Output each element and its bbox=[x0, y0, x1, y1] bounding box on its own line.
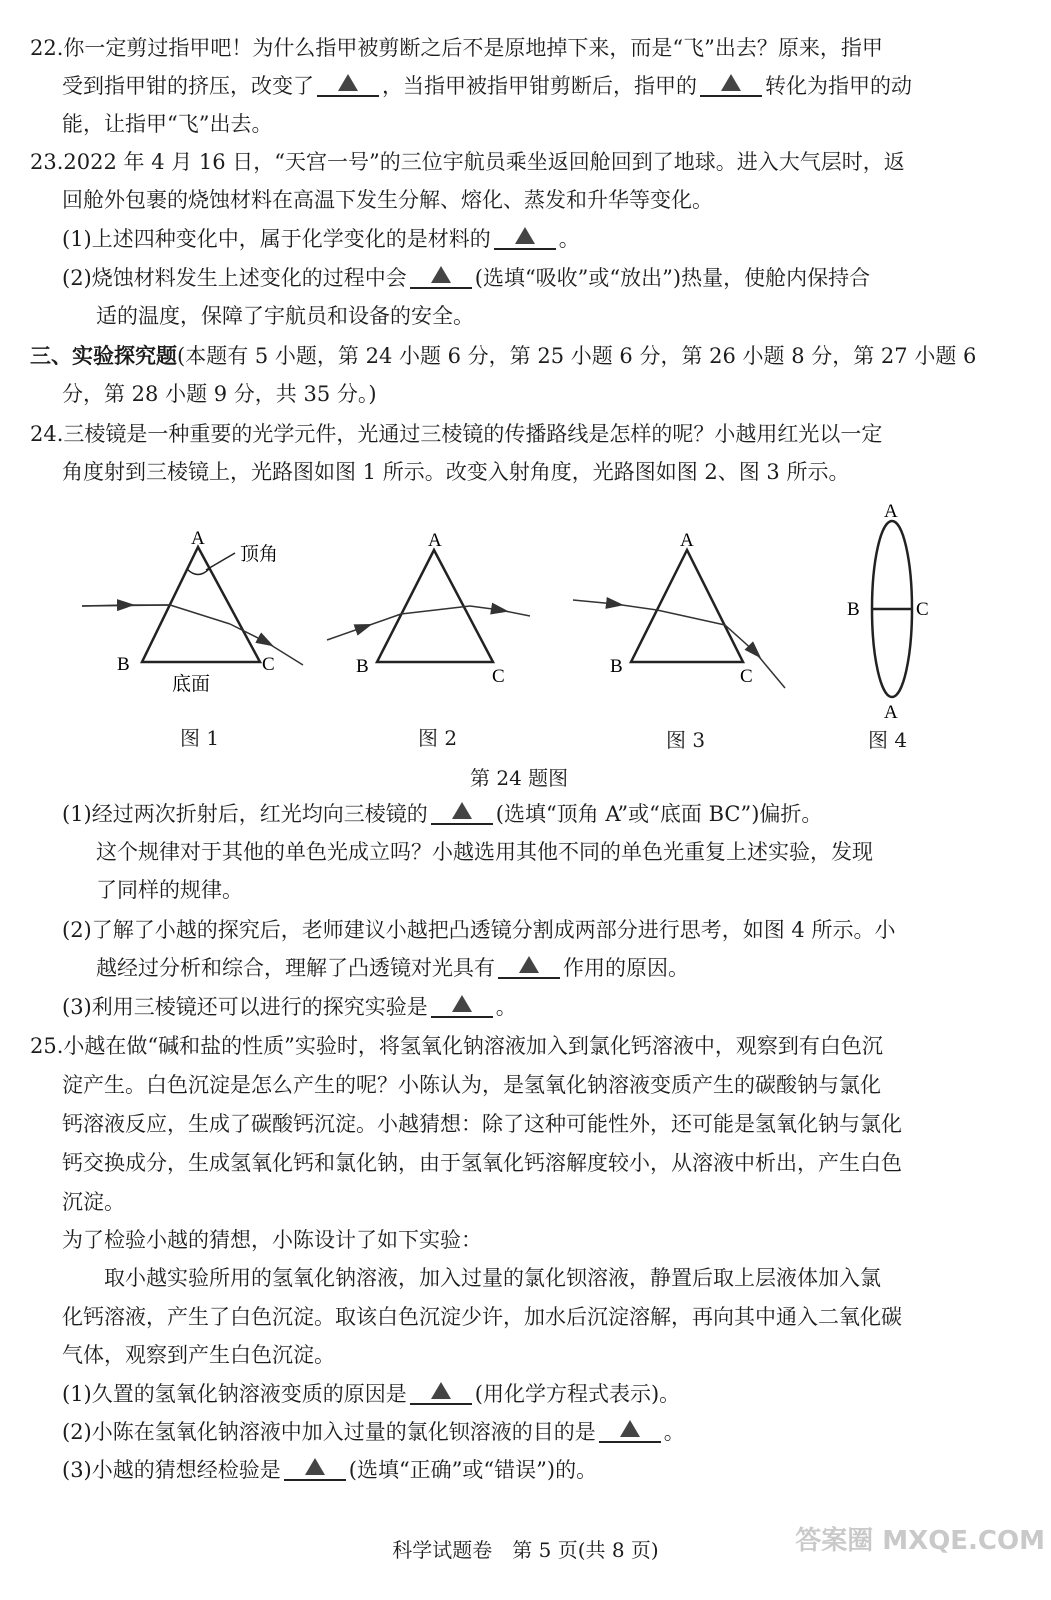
triangle-icon bbox=[452, 802, 472, 819]
fig2-caption: 图 2 bbox=[418, 726, 458, 750]
triangle-icon bbox=[452, 995, 472, 1012]
answer-blank[interactable] bbox=[431, 994, 493, 1018]
q25-sub1 bbox=[62, 1380, 680, 1408]
watermark-logo bbox=[795, 1520, 1045, 1557]
q25-text: (选填“正确”或“错误”)的。 bbox=[348, 1458, 598, 1482]
q25-line4: 钙交换成分，生成氢氧化钙和氯化钠，由于氢氧化钙溶解度较小，从溶液中析出，产生白色 bbox=[62, 1151, 902, 1175]
label-B: B bbox=[117, 654, 130, 675]
q24-sub1-cont: 这个规律对于其他的单色光成立吗？小越选用其他不同的单色光重复上述实验，发现 bbox=[96, 840, 873, 864]
label-A-bottom: A bbox=[884, 702, 898, 723]
label-C: C bbox=[262, 654, 275, 675]
label-C: C bbox=[916, 599, 929, 620]
answer-blank[interactable] bbox=[498, 955, 560, 979]
triangle-icon bbox=[305, 1458, 325, 1475]
label-apex: 顶角 bbox=[240, 543, 279, 565]
q24-text: 越经过分析和综合，理解了凸透镜对光具有 bbox=[96, 956, 495, 980]
q25-line6: 为了检验小越的猜想，小陈设计了如下实验： bbox=[62, 1228, 482, 1252]
label-base: 底面 bbox=[172, 673, 211, 695]
q23-line2: 回舱外包裹的烧蚀材料在高温下发生分解、熔化、蒸发和升华等变化。 bbox=[62, 188, 713, 212]
label-A: A bbox=[191, 528, 205, 549]
fig4-caption: 图 4 bbox=[868, 728, 908, 752]
label-A: A bbox=[884, 501, 898, 522]
q25-text: (1)久置的氢氧化钠溶液变质的原因是 bbox=[62, 1382, 407, 1406]
q24-line2: 角度射到三棱镜上，光路图如图 1 所示。改变入射角度，光路图如图 2、图 3 所示。 bbox=[62, 460, 850, 484]
label-A: A bbox=[680, 530, 694, 551]
watermark-text: 答案圈 MXQE.COM bbox=[795, 1526, 1045, 1556]
figure-3 bbox=[573, 530, 785, 688]
q25-line7: 取小越实验所用的氢氧化钠溶液，加入过量的氯化钡溶液，静置后取上层液体加入氯 bbox=[104, 1266, 881, 1290]
triangle-icon bbox=[431, 1382, 451, 1399]
section-desc: (本题有 5 小题，第 24 小题 6 分，第 25 小题 6 分，第 26 小题 8 分，第 27 小题 6 bbox=[177, 344, 977, 368]
q22-text: 转化为指甲的动 bbox=[765, 74, 912, 98]
q23-line1: 23.2022 年 4 月 16 日，“天宫一号”的三位宇航员乘坐返回舱回到了地球。进入大气层时，返 bbox=[30, 150, 905, 174]
q24-sub1-cont2: 了同样的规律。 bbox=[96, 878, 243, 902]
figure-1 bbox=[82, 528, 303, 695]
q24-line1: 24.三棱镜是一种重要的光学元件，光通过三棱镜的传播路线是怎样的呢？小越用红光以一定 bbox=[30, 422, 883, 446]
label-B: B bbox=[847, 599, 860, 620]
q24-text: (3)利用三棱镜还可以进行的探究实验是 bbox=[62, 995, 428, 1019]
q25-line5: 沉淀。 bbox=[62, 1190, 125, 1214]
label-A: A bbox=[428, 530, 442, 551]
q23-text: (选填“吸收”或“放出”)热量，使舱内保持合 bbox=[474, 266, 871, 290]
answer-blank[interactable] bbox=[284, 1457, 346, 1481]
q24-text: 作用的原因。 bbox=[563, 956, 689, 980]
q24-text: (1)经过两次折射后，红光均向三棱镜的 bbox=[62, 802, 428, 826]
q25-text: (用化学方程式表示)。 bbox=[474, 1382, 681, 1406]
q25-text: 。 bbox=[663, 1420, 685, 1444]
q23-text: 。 bbox=[558, 227, 580, 251]
fig3-caption: 图 3 bbox=[666, 728, 706, 752]
figure-4 bbox=[847, 501, 929, 723]
q24-text: (选填“顶角 A”或“底面 BC”)偏折。 bbox=[495, 802, 823, 826]
label-B: B bbox=[356, 656, 369, 677]
triangle-icon bbox=[519, 956, 539, 973]
q25-line1: 25.小越在做“碱和盐的性质”实验时，将氢氧化钠溶液加入到氯化钙溶液中，观察到有白色沉 bbox=[30, 1034, 883, 1058]
q22-text: 受到指甲钳的挤压，改变了 bbox=[62, 74, 314, 98]
q25-text: (3)小越的猜想经检验是 bbox=[62, 1458, 281, 1482]
label-C: C bbox=[492, 666, 505, 687]
q25-sub3 bbox=[62, 1456, 597, 1484]
q24-sub2: (2)了解了小越的探究后，老师建议小越把凸透镜分割成两部分进行思考，如图 4 所示。小 bbox=[62, 918, 896, 942]
label-B: B bbox=[610, 656, 623, 677]
fig1-caption: 图 1 bbox=[180, 726, 220, 750]
q22-text: ，当指甲被指甲钳剪断后，指甲的 bbox=[382, 74, 697, 98]
q23-text: (1)上述四种变化中，属于化学变化的是材料的 bbox=[62, 227, 491, 251]
q25-line8: 化钙溶液，产生了白色沉淀。取该白色沉淀少许，加水后沉淀溶解，再向其中通入二氧化碳 bbox=[62, 1305, 902, 1329]
answer-blank[interactable] bbox=[599, 1419, 661, 1443]
answer-blank[interactable] bbox=[410, 1381, 472, 1405]
answer-blank[interactable] bbox=[431, 801, 493, 825]
q25-line3: 钙溶液反应，生成了碳酸钙沉淀。小越猜想：除了这种可能性外，还可能是氢氧化钠与氯化 bbox=[62, 1112, 902, 1136]
q25-line2: 淀产生。白色沉淀是怎么产生的呢？小陈认为，是氢氧化钠溶液变质产生的碳酸钠与氯化 bbox=[62, 1073, 881, 1097]
section3-line2: 分，第 28 小题 9 分，共 35 分。) bbox=[62, 382, 377, 406]
q22-line3: 能，让指甲“飞”出去。 bbox=[62, 112, 273, 136]
figure-caption: 第 24 题图 bbox=[470, 766, 569, 790]
q25-line9: 气体，观察到产生白色沉淀。 bbox=[62, 1343, 335, 1367]
page-footer: 科学试题卷 第 5 页(共 8 页) bbox=[392, 1538, 659, 1562]
q23-sub2-cont: 适的温度，保障了宇航员和设备的安全。 bbox=[96, 304, 474, 328]
q23-text: (2)烧蚀材料发生上述变化的过程中会 bbox=[62, 266, 407, 290]
figure-2 bbox=[327, 530, 530, 687]
q22-line1: 22.你一定剪过指甲吧！为什么指甲被剪断之后不是原地掉下来，而是“飞”出去？原来，指甲 bbox=[30, 36, 883, 60]
q24-sub3 bbox=[62, 993, 517, 1021]
label-C: C bbox=[740, 666, 753, 687]
q24-text: 。 bbox=[495, 995, 517, 1019]
q25-sub2 bbox=[62, 1418, 685, 1446]
triangle-icon bbox=[620, 1420, 640, 1437]
q24-sub2-cont bbox=[96, 954, 689, 982]
section-title: 三、实验探究题 bbox=[30, 343, 177, 368]
q24-sub1 bbox=[62, 800, 822, 828]
q25-text: (2)小陈在氢氧化钠溶液中加入过量的氯化钡溶液的目的是 bbox=[62, 1420, 596, 1444]
